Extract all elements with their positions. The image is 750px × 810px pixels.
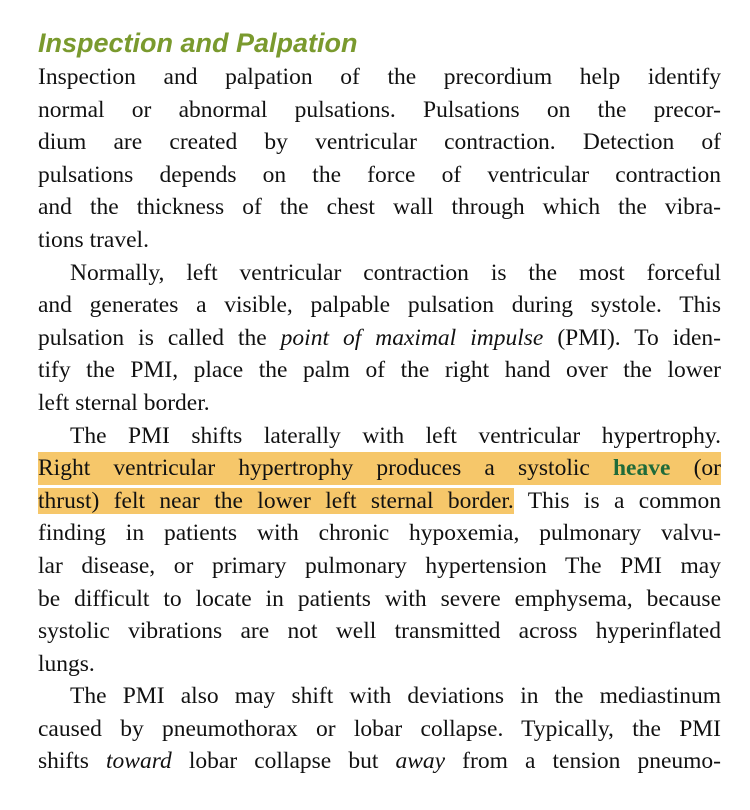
section-heading: Inspection and Palpation	[38, 28, 358, 58]
text-line: pulsation is called the point of maximal impulse (PMI). To iden-	[38, 324, 721, 351]
highlighted-text: thrust) felt near the lower left sternal border.	[38, 487, 514, 514]
text-line: and the thickness of the chest wall through which the vibra-	[38, 194, 721, 221]
text-line: tions travel.	[38, 226, 149, 253]
emphasis-term: away	[395, 748, 446, 775]
text-line: left sternal border.	[38, 389, 210, 416]
paragraph-4	[38, 680, 721, 778]
text-line: The PMI shifts laterally with left ventricular hypertrophy.	[70, 422, 721, 449]
text-line: and generates a visible, palpable pulsation during systole. This	[38, 292, 721, 319]
text-line: Inspection and palpation of the precordium help identify	[38, 64, 721, 90]
paragraph-3	[38, 420, 721, 681]
text-line: lungs.	[38, 650, 95, 677]
text-line: dium are created by ventricular contraction. Detection of	[38, 129, 721, 156]
text-line: shifts toward lobar collapse but away from a tension pneumo-	[38, 748, 721, 775]
text-line: Normally, left ventricular contraction is the most forceful	[70, 259, 721, 286]
text-line: pulsations depends on the force of ventricular contraction	[38, 161, 721, 188]
text-line: caused by pneumothorax or lobar collapse. Typically, the PMI	[38, 715, 721, 742]
highlighted-text: Right ventricular hypertrophy produces a systolic heave (or	[38, 452, 721, 485]
emphasis-term: toward	[106, 748, 172, 775]
text-line: thrust) felt near the lower left sternal border. This is a common	[38, 487, 721, 514]
text-line: lar disease, or primary pulmonary hypertension The PMI may	[38, 552, 721, 579]
text-line: be difficult to locate in patients with severe emphysema, because	[38, 585, 721, 612]
text-line: tify the PMI, place the palm of the right hand over the lower	[38, 357, 721, 384]
emphasis-term: point of maximal impulse	[280, 324, 544, 351]
key-term: heave	[612, 455, 671, 482]
text-line: finding in patients with chronic hypoxemia, pulmonary valvu-	[38, 520, 721, 547]
text-line: The PMI also may shift with deviations in the mediastinum	[70, 683, 721, 710]
text-line: normal or abnormal pulsations. Pulsations on the precor-	[38, 96, 721, 123]
paragraph-1	[38, 61, 721, 257]
text-line: systolic vibrations are not well transmitted across hyperinflated	[38, 618, 721, 645]
paragraph-2	[38, 257, 721, 420]
document-page	[38, 25, 721, 778]
